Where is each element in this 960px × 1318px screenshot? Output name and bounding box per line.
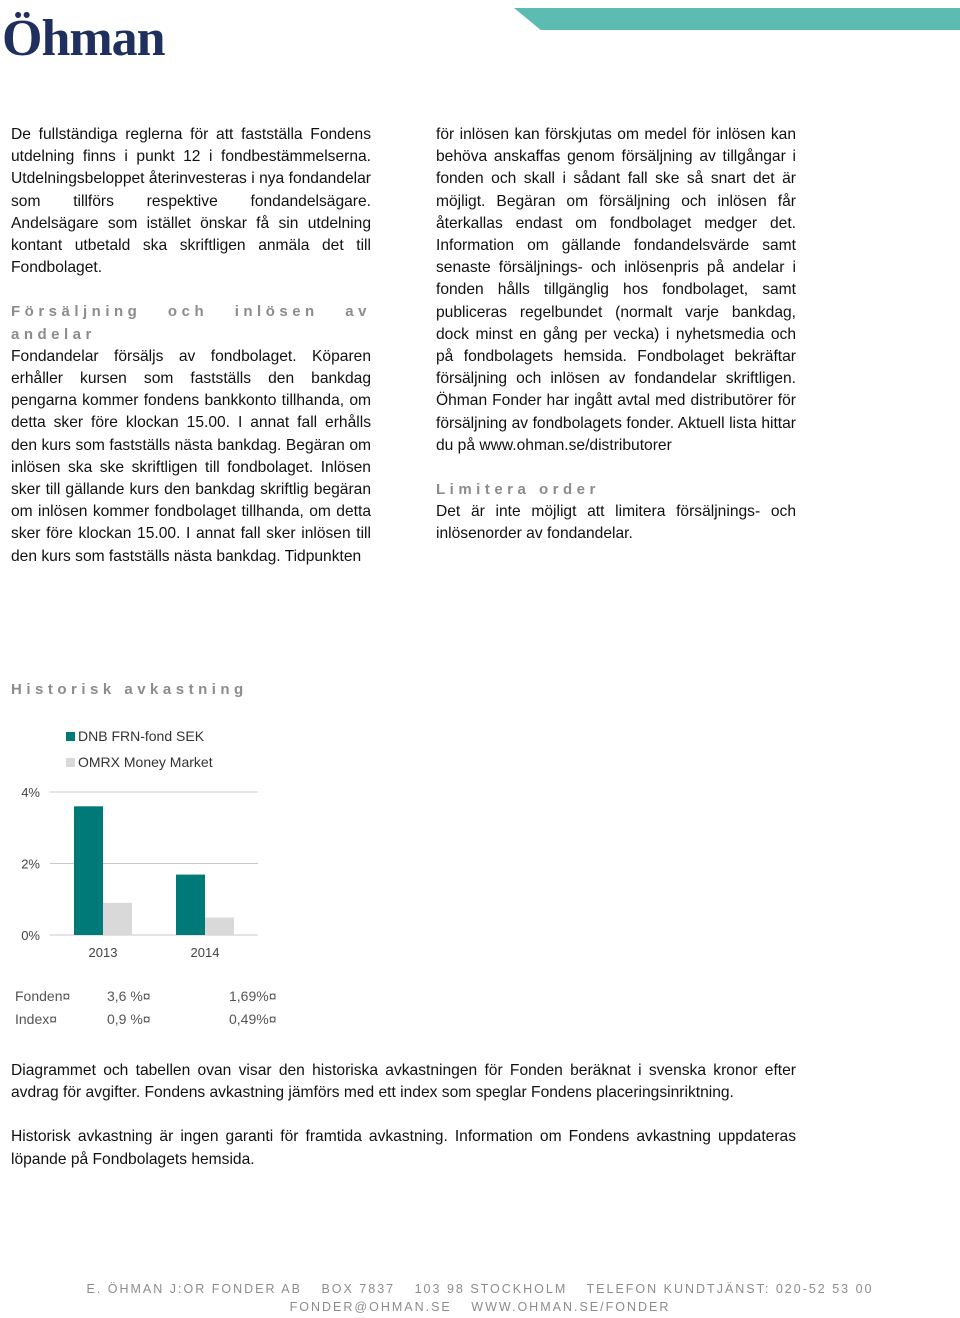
table-cell: 1,69%¤: [229, 988, 277, 1004]
returns-chart-svg: [0, 720, 300, 970]
table-cell: 3,6 %¤: [107, 988, 151, 1004]
right-column: [436, 124, 796, 546]
x-tick-label: 2013: [88, 945, 118, 960]
footer-email[interactable]: FONDER@OHMAN.SE: [289, 1300, 452, 1314]
limit-paragraph: Det är inte möjligt att limitera försäljnings- och inlösenorder av fondandelar.: [436, 503, 796, 543]
table-cell: 0,49%¤: [229, 1011, 277, 1027]
history-heading: Historisk avkastning: [11, 681, 248, 698]
left-column: [11, 124, 371, 568]
footer-company: E. ÖHMAN J:OR FONDER AB: [86, 1282, 302, 1296]
sales-paragraph: Fondandelar försäljs av fondbolaget. Köparen erhåller kursen som fastställs den bankdag pengarna kommer fondens bankkonto tillhanda, om detta sker före klockan 15.00. I annat fall erhålls den kurs som fastställs nästa bankdag. Begäran om inlösen ska ske skriftligen till fondbolaget. Inlösen sker till gällande kurs den bankdag skriftlig begäran om inlösen kommer fondbolaget tillhanda, om detta sker före klockan 15.00. I annat fall sker inlösen till den kurs som fastställs nästa bankdag. Tidpunkten: [11, 347, 371, 565]
explanation-paragraph: Diagrammet och tabellen ovan visar den historiska avkastningen för Fonden beräknat i svenska kronor efter avdrag för avgifter. Fondens avkastning jämförs med ett index som speglar Fondens placeringsinriktning.: [11, 1062, 796, 1102]
footer-line-2: [0, 1300, 960, 1314]
y-tick-label: 0%: [21, 928, 40, 943]
disclaimer-paragraph: Historisk avkastning är ingen garanti för framtida avkastning. Information om Fondens avkastning uppdateras löpande på Fondbolagets hemsida.: [11, 1128, 796, 1168]
table-cell: 0,9 %¤: [107, 1011, 151, 1027]
footer-phone: TELEFON KUNDTJÄNST: 020-52 53 00: [586, 1282, 874, 1296]
y-tick-label: 2%: [21, 856, 40, 872]
footer-box: BOX 7837: [321, 1282, 396, 1296]
dividend-paragraph: De fullständiga reglerna för att fastställa Fondens utdelning finns i punkt 12 i fondbestämmelserna. Utdelningsbeloppet återinvesteras i nya fondandelar som tillförs respektive fondandelsägare. Andelsägare som istället önskar få sin utdelning kontant utbetald ska skriftligen anmäla det till Fondbolaget.: [11, 126, 371, 277]
bar: [176, 875, 205, 935]
section-heading-sales: Försäljning och inlösen av: [11, 303, 371, 321]
bar: [74, 806, 103, 935]
section-heading-limit: Limitera order: [436, 481, 600, 499]
y-tick-label: 4%: [21, 785, 40, 800]
legend-swatch: [66, 732, 75, 741]
bar: [205, 917, 234, 935]
ohman-logo: Öhman: [2, 10, 165, 67]
teal-banner: [514, 8, 960, 30]
legend-swatch: [66, 758, 75, 767]
footer-website[interactable]: WWW.OHMAN.SE/FONDER: [471, 1300, 671, 1314]
footer-line-1: [0, 1282, 960, 1296]
bar: [103, 903, 132, 935]
table-cell: Fonden¤: [15, 988, 71, 1004]
redemption-paragraph: för inlösen kan förskjutas om medel för inlösen kan behöva anskaffas genom försäljning av tillgångar i fonden och skall i sådant fall ske så snart det är möjligt. Begäran om försäljning och inlösen får återkallas endast om fondbolaget medger det. Information om gällande fondandelsvärde samt senaste försäljnings- och inlösenpris på andelar i fonden hålls tillgänglig hos fondbolaget, samt publiceras regelbundet (normalt varje bankdag, dock minst en gång per vecka) i nyhetsmedia och på fondbolagets hemsida. Fondbolaget bekräftar försäljning och inlösen av fondandelar skriftligen. Öhman Fonder har ingått avtal med distributörer för försäljning av fondbolagets fonder. Aktuell lista hittar du på www.ohman.se/distributorer: [436, 126, 796, 454]
table-cell: Index¤: [15, 1011, 58, 1027]
explanation-text: [11, 1060, 796, 1193]
returns-chart: [0, 720, 300, 970]
x-tick-label: 2014: [190, 945, 220, 960]
legend-label: DNB FRN-fond SEK: [78, 728, 205, 744]
legend-label: OMRX Money Market: [78, 754, 213, 770]
section-heading-sales-cont: andelar: [11, 325, 96, 343]
footer-city: 103 98 STOCKHOLM: [414, 1282, 568, 1296]
